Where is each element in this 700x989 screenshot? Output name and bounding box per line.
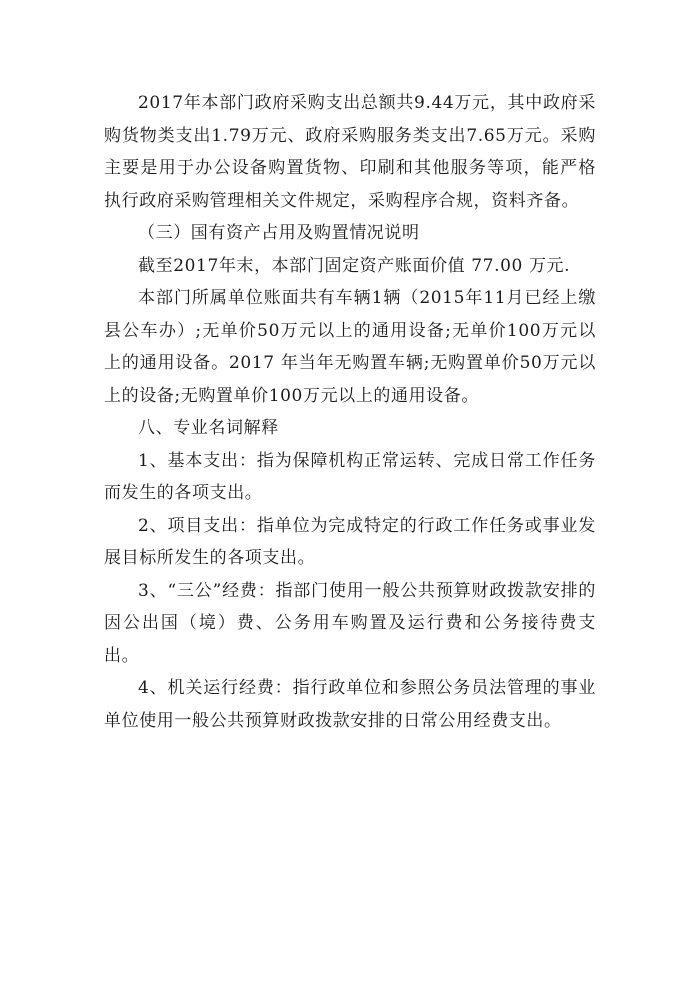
glossary-item-basic-expenditure: 1、基本支出：指为保障机构正常运转、完成日常工作任务而发生的各项支出。 [104,450,596,503]
glossary-item-three-public-funds: 3、“三公”经费：指部门使用一般公共预算财政拨款安排的因公出国（境）费、公务用车购置及运行费和公务接待费支出。 [104,580,596,666]
section-heading-state-assets: （三）国有资产占用及购置情况说明 [138,223,420,243]
vehicles-equipment-paragraph: 本部门所属单位账面共有车辆1辆（2015年11月已经上缴县公车办）;无单价50万元以上的通用设备;无单价100万元以上的通用设备。2017 年当年无购置车辆;无购置单价50万元以上的设备;无购置单价100万元以上的通用设备。 [104,288,596,406]
glossary-item-project-expenditure: 2、项目支出：指单位为完成特定的行政工作任务或事业发展目标所发生的各项支出。 [104,515,596,568]
procurement-paragraph: 2017年本部门政府采购支出总额共9.44万元，其中政府采购货物类支出1.79万元、政府采购服务类支出7.65万元。采购主要是用于办公设备购置货物、印刷和其他服务等项，能严格执行政府采购管理相关文件规定，采购程序合规，资料齐备。 [104,93,596,211]
fixed-assets-paragraph: 截至2017年末，本部门固定资产账面价值 77.00 万元. [138,255,571,276]
document-body [104,87,596,737]
glossary-item-operating-funds: 4、机关运行经费：指行政单位和参照公务员法管理的事业单位使用一般公共预算财政拨款安排的日常公用经费支出。 [104,678,596,731]
section-heading-glossary: 八、专业名词解释 [138,418,279,438]
